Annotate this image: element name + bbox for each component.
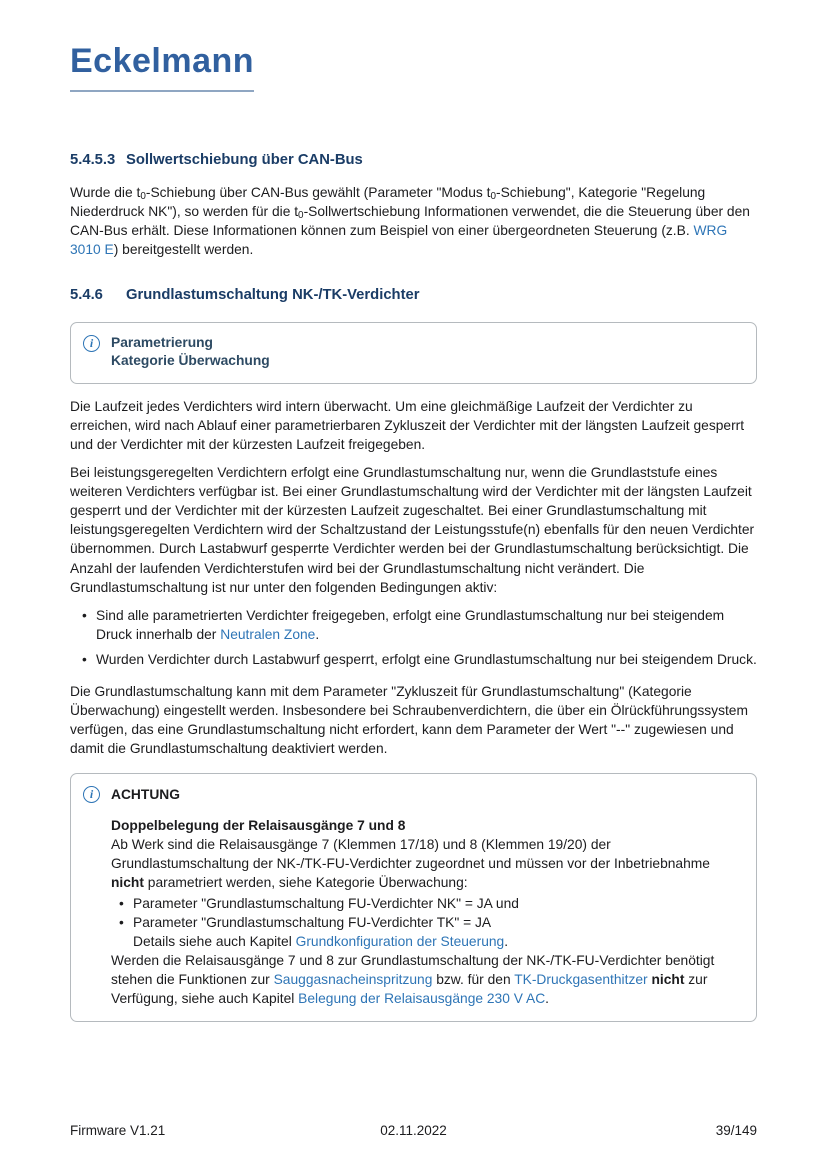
section-number: 5.4.5.3 <box>70 151 116 168</box>
section-title: Sollwertschiebung über CAN-Bus <box>126 151 363 168</box>
footer-date: 02.11.2022 <box>380 1123 447 1139</box>
doc-link[interactable]: TK-Druckgasenthitzer <box>514 972 648 988</box>
warning-box <box>70 773 757 1022</box>
page-footer <box>70 1122 757 1141</box>
paragraph-zykluszeit: Die Grundlastumschaltung kann mit dem Parameter "Zykluszeit für Grundlastumschaltung" (Kategorie Überwachung) eingestellt werden. Insbesondere bei Schraubenverdichtern, die über ein Ölrückführungssystem verfügen, das eine Grundlastumschaltung nicht erfordert, kann dem Parameter der Wert "--" zugewiesen und damit die Grundlastumschaltung deaktiviert werden. <box>70 683 748 756</box>
subscript-text: 0 <box>140 191 146 203</box>
paragraph-relaisausgaenge: Werden die Relaisausgänge 7 und 8 zur Grundlastumschaltung der NK-/TK-FU-Verdichter benötigt stehen die Funktionen zur Sauggasnacheinspritzung bzw. für den TK-Druckgasenthitzer nicht zur Verfügung, siehe auch Kapitel Belegung der Relaisausgänge 230 V AC. <box>111 953 715 1007</box>
bold-text: nicht <box>651 972 685 988</box>
doc-link[interactable]: Neutralen Zone <box>220 626 316 642</box>
bullet-list <box>70 606 757 669</box>
bold-text: nicht <box>111 874 144 890</box>
warning-title: ACHTUNG <box>111 786 180 802</box>
info-icon: i <box>83 786 100 803</box>
note-box-content <box>111 334 270 370</box>
section-heading-sollwertschiebung <box>70 150 757 170</box>
doc-link[interactable]: Grundkonfiguration der Steuerung <box>295 934 505 949</box>
section-heading-grundlastumschaltung <box>70 285 757 305</box>
info-icon: i <box>83 335 100 352</box>
subscript-text: 0 <box>490 191 496 203</box>
list-item: • Parameter "Grundlastumschaltung FU-Verdichter NK" = JA und <box>119 894 742 913</box>
note-box <box>70 322 757 384</box>
paragraph-details: Details siehe auch Kapitel Grundkonfiguration der Steuerung. <box>133 934 509 949</box>
footer-page-number: 39/149 <box>715 1123 757 1139</box>
list-item: • Wurden Verdichter durch Lastabwurf gesperrt, erfolgt eine Grundlastumschaltung nur bei steigendem Druck. <box>82 650 757 669</box>
note-title: Parametrierung <box>111 334 213 350</box>
doc-link[interactable]: WRG 3010 E <box>70 223 728 258</box>
warning-subtitle: Doppelbelegung der Relaisausgänge 7 und 8 <box>111 817 406 833</box>
doc-link[interactable]: Belegung der Relaisausgänge 230 V AC <box>298 991 546 1007</box>
doc-link[interactable]: Sauggasnacheinspritzung <box>273 972 433 988</box>
company-logo: Eckelmann <box>70 38 254 92</box>
section-title: Grundlastumschaltung NK-/TK-Verdichter <box>126 287 420 304</box>
section-number: 5.4.6 <box>70 287 103 304</box>
note-category: Kategorie Überwachung <box>111 353 270 369</box>
paragraph-leistungsgeregelt: Bei leistungsgeregelten Verdichtern erfolgt eine Grundlastumschaltung nur, wenn die Grundlaststufe eines weiteren Verdichters verfügbar ist. Bei einer Grundlastumschaltung wird der Verdichter mit der längsten Laufzeit gesperrt und der Verdichter mit der kürzesten Laufzeit zugeschaltet. Bei einer Grundlastumschaltung mit leistungsgeregelten Verdichtern wird der Schaltzustand der Leistungsstufe(n) ebenfalls für den neuen Verdichter übernommen. Durch Lastabwurf gesperrte Verdichter werden bei der Grundlastumschaltung berücksichtigt. Die Anzahl der laufenden Verdichterstufen wird bei der Grundlastumschaltung nicht verändert. Die Grundlastumschaltung ist nur unter den folgenden Bedingungen aktiv: <box>70 465 755 595</box>
warning-box-content <box>111 785 742 1008</box>
list-item: • Parameter "Grundlastumschaltung FU-Verdichter TK" = JA <box>119 913 742 932</box>
subscript-text: 0 <box>298 210 304 222</box>
footer-firmware-version: Firmware V1.21 <box>70 1123 166 1139</box>
bullet-list <box>111 894 742 932</box>
paragraph-canbus: Wurde die $t_0$-Schiebung über CAN-Bus gewählt (Parameter "Modus $t_0$-Schiebung", Kategorie "Regelung Niederdruck NK"), so werden für die $t_0$-Sollwertschiebung Informationen verwendet, die die Steuerung über den CAN-Bus erhält. Diese Informationen können zum Beispiel von einer übergeordneten Steuerung (z.B. WRG 3010 E) bereitgestellt werden. <box>70 185 750 258</box>
paragraph-ab-werk: Ab Werk sind die Relaisausgänge 7 (Klemmen 17/18) und 8 (Klemmen 19/20) der Grundlastumschaltung der NK-/TK-FU-Verdichter zugeordnet und müssen vor der Inbetriebnahme nicht parametriert werden, siehe Kategorie Überwachung: <box>111 836 710 890</box>
list-item: • Sind alle parametrierten Verdichter freigegeben, erfolgt eine Grundlastumschaltung nur bei steigendem Druck innerhalb der Neutralen Zone. <box>82 606 757 644</box>
paragraph-laufzeit: Die Laufzeit jedes Verdichters wird intern überwacht. Um eine gleichmäßige Laufzeit der Verdichter zu erreichen, wird nach Ablauf einer parametrierbaren Zykluszeit der Verdichter mit der längsten Laufzeit gesperrt und der Verdichter mit der kürzesten Laufzeit freigegeben. <box>70 399 745 453</box>
